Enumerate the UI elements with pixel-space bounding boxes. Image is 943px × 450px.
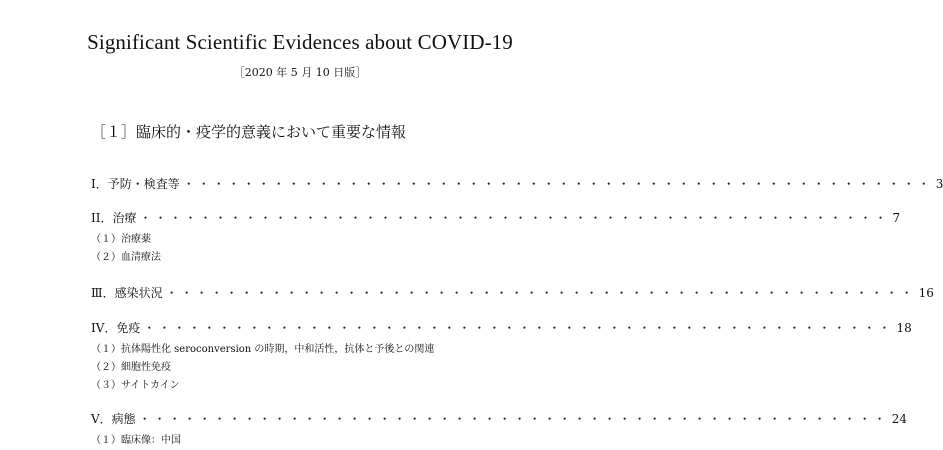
document-title: Significant Scientific Evidences about COVID-19: [87, 30, 513, 54]
toc-page-number: 7: [892, 211, 901, 225]
toc-subitem[interactable]: （３）サイトカイン: [91, 380, 180, 391]
toc-subitem[interactable]: （１）治療薬: [91, 234, 151, 245]
toc-entry-2[interactable]: [91, 209, 901, 225]
toc-leader: ・・・・・・・・・・・・・・・・・・・・・・・・・・・・・・・・・・・・・・・・・・・・・・・・・・: [165, 286, 916, 300]
toc-entry-4[interactable]: [91, 319, 912, 335]
toc-entry-1[interactable]: [91, 175, 943, 191]
section-heading: ［１］臨床的・疫学的意義において重要な情報: [91, 123, 407, 141]
toc-leader: ・・・・・・・・・・・・・・・・・・・・・・・・・・・・・・・・・・・・・・・・・・・・・・・・・・: [143, 321, 894, 335]
toc-entry-label: Ⅲ．感染状況: [91, 286, 163, 300]
toc-page-number: 16: [918, 286, 934, 300]
toc-entry-label: I．予防・検査等: [91, 177, 180, 191]
toc-entry-label: V．病態: [91, 412, 136, 426]
toc-page-number: 3: [935, 177, 943, 191]
toc-subitem[interactable]: （２）細胞性免疫: [91, 362, 171, 373]
toc-leader: ・・・・・・・・・・・・・・・・・・・・・・・・・・・・・・・・・・・・・・・・・・・・・・・・・・: [182, 177, 933, 191]
toc-leader: ・・・・・・・・・・・・・・・・・・・・・・・・・・・・・・・・・・・・・・・・・・・・・・・・・・: [138, 412, 889, 426]
toc-page-number: 18: [896, 321, 912, 335]
toc-entry-3[interactable]: [91, 284, 934, 300]
toc-entry-5[interactable]: [91, 410, 907, 426]
toc-subitem[interactable]: （１）抗体陽性化 seroconversion の時期，中和活性，抗体と予後との関連: [91, 344, 435, 355]
toc-leader: ・・・・・・・・・・・・・・・・・・・・・・・・・・・・・・・・・・・・・・・・・・・・・・・・・・: [139, 211, 890, 225]
toc-entry-label: IV．免疫: [91, 321, 141, 335]
toc-page-number: 24: [891, 412, 907, 426]
document-date: ［2020 年 5 月 10 日版］: [233, 66, 367, 79]
toc-subitem[interactable]: （２）血清療法: [91, 252, 161, 263]
toc-entry-label: II．治療: [91, 211, 137, 225]
toc-subitem[interactable]: （１）臨床像：中国: [91, 435, 181, 446]
